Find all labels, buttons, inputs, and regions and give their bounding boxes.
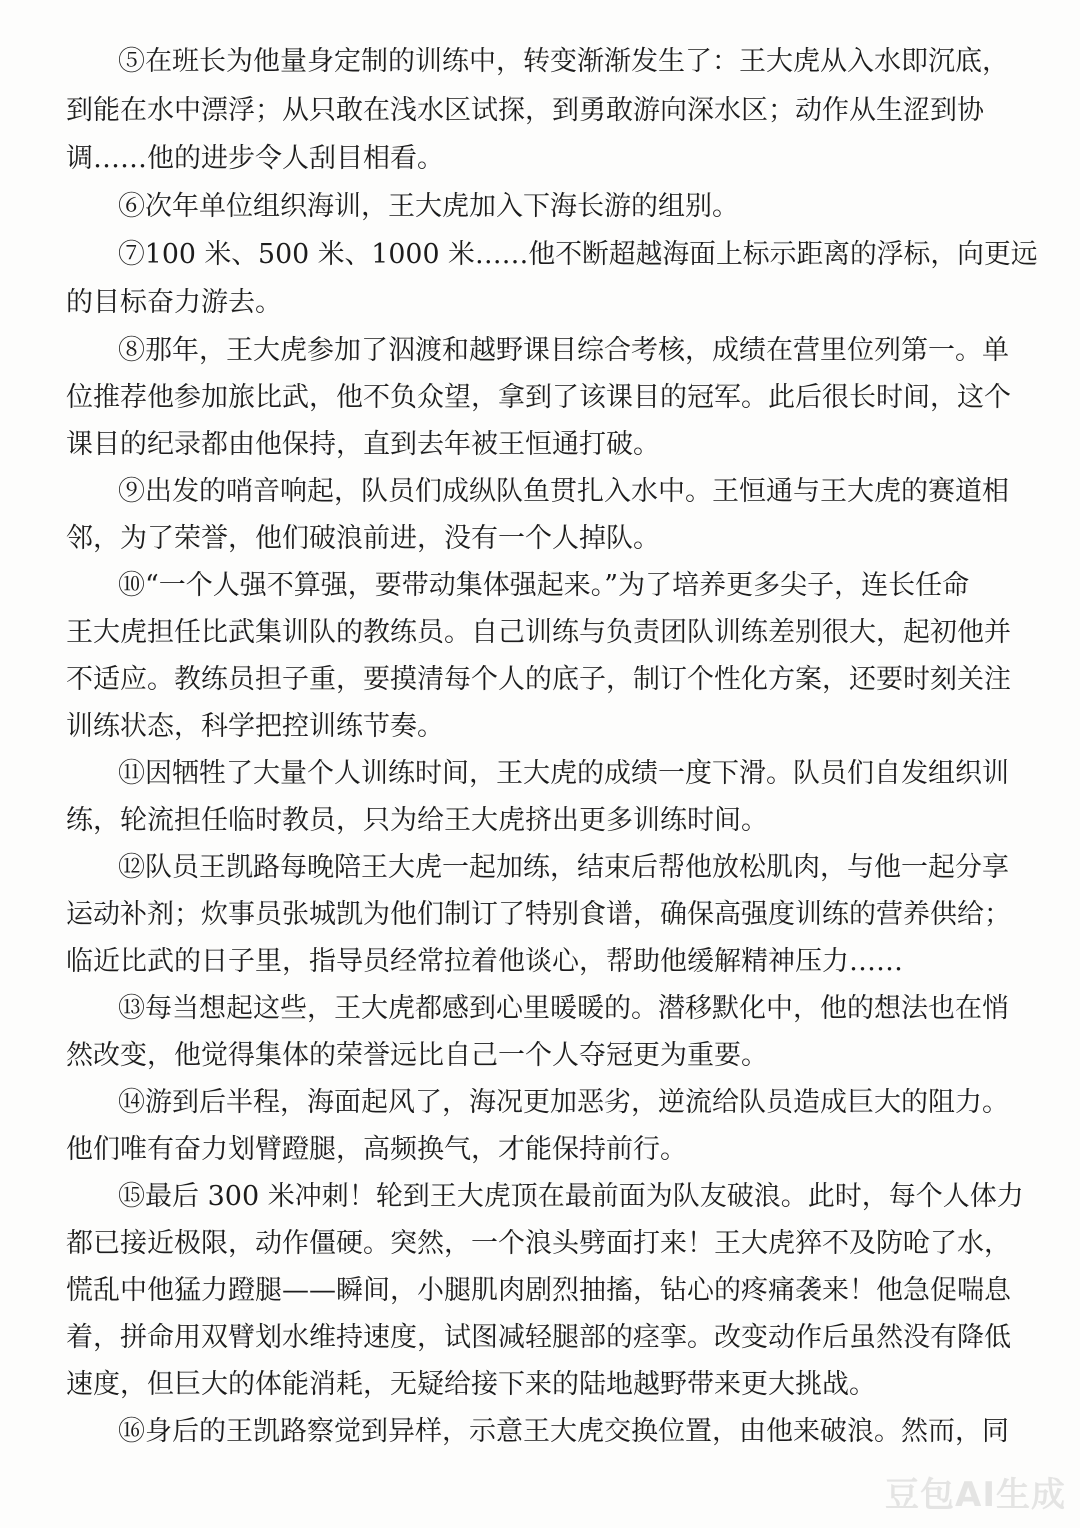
text-line: 都已接近极限，动作僵硬。突然，一个浪头劈面打来！王大虎猝不及防呛了水， (66, 1228, 1011, 1259)
text-line: ⑪因牺牲了大量个人训练时间，王大虎的成绩一度下滑。队员们自发组织训 (118, 758, 1009, 789)
text-line: ⑦100 米、500 米、1000 米……他不断超越海面上标示距离的浮标，向更远 (118, 239, 1038, 270)
text-line: 然改变，他觉得集体的荣誉远比自己一个人夺冠更为重要。 (66, 1040, 768, 1071)
text-line: 着，拼命用双臂划水维持速度，试图减轻腿部的痉挛。改变动作后虽然没有降低 (66, 1322, 1011, 1353)
text-line: 训练状态，科学把控训练节奏。 (66, 711, 444, 742)
text-line: 临近比武的日子里，指导员经常拉着他谈心，帮助他缓解精神压力…… (66, 946, 903, 977)
text-line: 调……他的进步令人刮目相看。 (66, 143, 444, 174)
text-line: 邻，为了荣誉，他们破浪前进，没有一个人掉队。 (66, 523, 660, 554)
text-line: 课目的纪录都由他保持，直到去年被王恒通打破。 (66, 429, 660, 460)
text-line: 的目标奋力游去。 (66, 287, 282, 318)
text-line: ⑨出发的哨音响起，队员们成纵队鱼贯扎入水中。王恒通与王大虎的赛道相 (118, 476, 1009, 507)
text-line: 王大虎担任比武集训队的教练员。自己训练与负责团队训练差别很大，起初他并 (66, 617, 1011, 648)
text-line: 速度，但巨大的体能消耗，无疑给接下来的陆地越野带来更大挑战。 (66, 1369, 876, 1400)
text-line: ⑫队员王凯路每晚陪王大虎一起加练，结束后帮他放松肌肉，与他一起分享 (118, 852, 1009, 883)
text-line: 不适应。教练员担子重，要摸清每个人的底子，制订个性化方案，还要时刻关注 (66, 664, 1011, 695)
text-line: 运动补剂；炊事员张城凯为他们制订了特别食谱，确保高强度训练的营养供给； (66, 899, 1011, 930)
watermark: 豆包AI生成 (885, 1475, 1066, 1515)
text-line: ⑭游到后半程，海面起风了，海况更加恶劣，逆流给队员造成巨大的阻力。 (118, 1087, 1009, 1118)
text-line: 到能在水中漂浮；从只敢在浅水区试探，到勇敢游向深水区；动作从生涩到协 (66, 95, 984, 126)
text-line: 位推荐他参加旅比武，他不负众望，拿到了该课目的冠军。此后很长时间，这个 (66, 382, 1011, 413)
text-line: ⑬每当想起这些，王大虎都感到心里暖暖的。潜移默化中，他的想法也在悄 (118, 993, 1009, 1024)
text-line: ⑯身后的王凯路察觉到异样，示意王大虎交换位置，由他来破浪。然而，同 (118, 1416, 1009, 1447)
text-line: ⑧那年，王大虎参加了泅渡和越野课目综合考核，成绩在营里位列第一。单 (118, 335, 1009, 366)
text-line: ⑮最后 300 米冲刺！轮到王大虎顶在最前面为队友破浪。此时，每个人体力 (118, 1181, 1024, 1212)
text-line: 慌乱中他猛力蹬腿——瞬间，小腿肌肉剧烈抽搐，钻心的疼痛袭来！他急促喘息 (66, 1275, 1011, 1306)
text-line: 练，轮流担任临时教员，只为给王大虎挤出更多训练时间。 (66, 805, 768, 836)
text-line: ⑩“一个人强不算强，要带动集体强起来。”为了培养更多尖子，连长任命 (118, 570, 970, 601)
text-line: ⑥次年单位组织海训，王大虎加入下海长游的组别。 (118, 191, 739, 222)
text-line: 他们唯有奋力划臂蹬腿，高频换气，才能保持前行。 (66, 1134, 687, 1165)
text-line: ⑤在班长为他量身定制的训练中，转变渐渐发生了：王大虎从入水即沉底， (118, 46, 1009, 77)
